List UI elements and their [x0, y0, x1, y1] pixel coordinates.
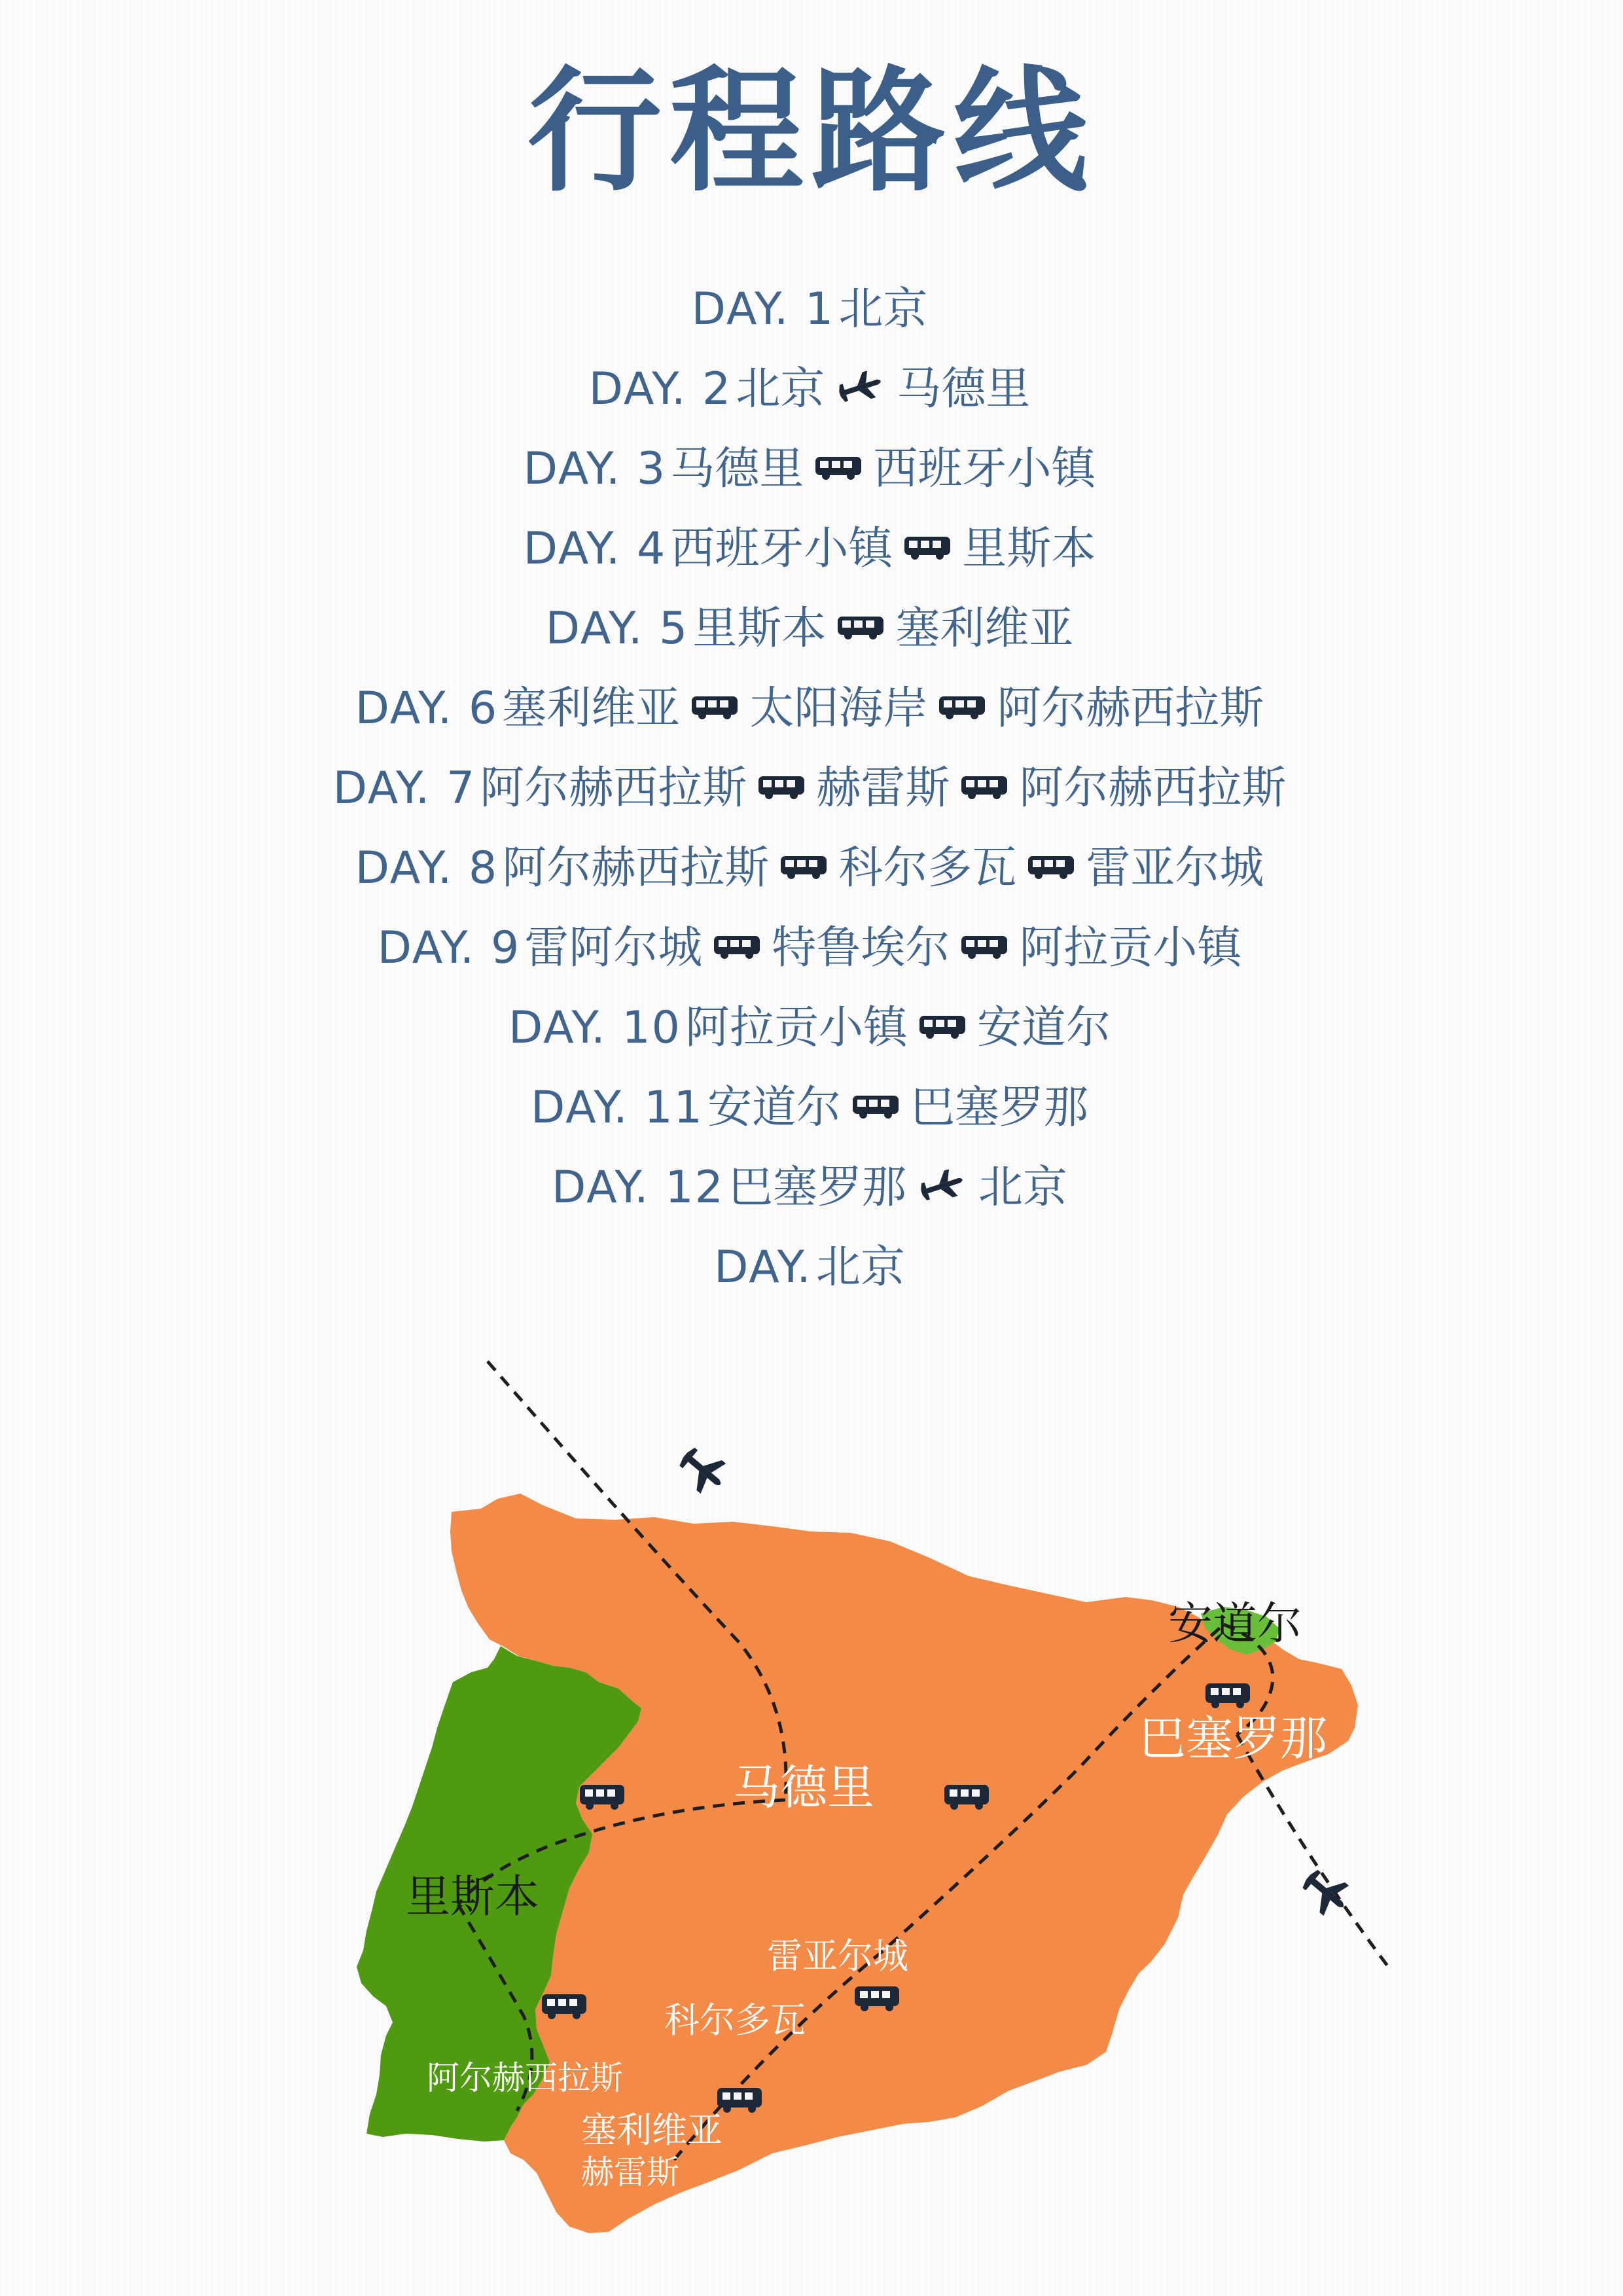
itinerary-stop: 阿尔赫西拉斯 — [997, 683, 1264, 734]
itinerary-stop: 阿拉贡小镇 — [685, 1002, 908, 1054]
day-label: DAY. 4 — [523, 523, 667, 575]
itinerary-row — [0, 988, 1623, 1068]
bus-icon — [836, 614, 885, 640]
route-map — [0, 1342, 1623, 2296]
itinerary-stop: 阿尔赫西拉斯 — [1019, 762, 1287, 814]
iberia-map — [0, 1342, 1623, 2296]
bus-icon — [690, 694, 739, 720]
bus-icon — [851, 1093, 900, 1119]
itinerary-stop: 马德里 — [670, 443, 804, 495]
itinerary-stop: 太阳海岸 — [749, 683, 928, 734]
itinerary-row — [0, 669, 1623, 749]
itinerary-stop: 马德里 — [897, 363, 1031, 415]
bus-icon — [918, 1013, 967, 1039]
plane-icon — [673, 1440, 733, 1499]
day-label: DAY. 12 — [552, 1162, 724, 1213]
page-title: 行程路线 — [527, 54, 1096, 210]
itinerary-stop: 巴塞罗那 — [910, 1082, 1088, 1134]
itinerary-row — [0, 1228, 1623, 1308]
itinerary-stop: 雷亚尔城 — [1086, 842, 1264, 894]
map-label-lisbon: 里斯本 — [406, 1871, 540, 1923]
itinerary-row — [0, 589, 1623, 669]
itinerary-stop: 安道尔 — [976, 1002, 1111, 1054]
itinerary-stop: 特鲁埃尔 — [772, 922, 950, 974]
day-label: DAY. 2 — [588, 363, 732, 415]
itinerary-stop: 北京 — [838, 283, 928, 335]
itinerary-stop: 科尔多瓦 — [838, 842, 1017, 894]
itinerary-stop: 安道尔 — [707, 1082, 841, 1134]
itinerary-stop: 塞利维亚 — [895, 603, 1074, 655]
itinerary-stop: 西班牙小镇 — [670, 523, 893, 575]
day-label: DAY. 10 — [508, 1002, 681, 1054]
day-label: DAY. — [714, 1242, 812, 1293]
map-label-andorra: 安道尔 — [1168, 1598, 1302, 1650]
bus-icon — [1027, 853, 1075, 880]
itinerary-stop: 西班牙小镇 — [873, 443, 1096, 495]
itinerary-stop: 北京 — [736, 363, 825, 415]
day-label: DAY. 11 — [531, 1082, 704, 1134]
bus-icon — [713, 933, 761, 960]
plane-icon — [835, 371, 886, 404]
day-label: DAY. 8 — [355, 842, 499, 894]
itinerary-stop: 北京 — [815, 1242, 905, 1293]
itinerary-row — [0, 749, 1623, 829]
itinerary-row — [0, 350, 1623, 429]
day-label: DAY. 7 — [332, 762, 476, 814]
plane-icon — [917, 1170, 968, 1202]
itinerary-stop: 阿拉贡小镇 — [1019, 922, 1242, 974]
day-label: DAY. 1 — [691, 283, 835, 335]
itinerary-stop: 阿尔赫西拉斯 — [480, 762, 747, 814]
day-label: DAY. 5 — [545, 603, 689, 655]
itinerary-row — [0, 908, 1623, 988]
itinerary-stop: 雷阿尔城 — [524, 922, 703, 974]
itinerary-list — [0, 270, 1623, 1308]
day-label: DAY. 6 — [355, 683, 499, 734]
map-label-barcelona: 巴塞罗那 — [1139, 1711, 1328, 1766]
day-label: DAY. 9 — [377, 922, 521, 974]
map-label-cordoba: 科尔多瓦 — [664, 2000, 806, 2041]
itinerary-row — [0, 509, 1623, 589]
itinerary-row — [0, 1148, 1623, 1228]
itinerary-row — [0, 429, 1623, 509]
itinerary-stop: 里斯本 — [962, 523, 1096, 575]
day-label: DAY. 3 — [523, 443, 667, 495]
map-label-jerez: 赫雷斯 — [581, 2153, 679, 2191]
map-label-algeciras: 阿尔赫西拉斯 — [427, 2059, 623, 2097]
itinerary-row — [0, 270, 1623, 350]
itinerary-row — [0, 1068, 1623, 1148]
itinerary-stop: 赫雷斯 — [816, 762, 950, 814]
itinerary-stop: 巴塞罗那 — [728, 1162, 906, 1213]
bus-icon — [814, 454, 863, 480]
bus-icon — [779, 853, 828, 880]
itinerary-stop: 阿尔赫西拉斯 — [502, 842, 770, 894]
bus-icon — [960, 774, 1008, 800]
bus-icon — [960, 933, 1008, 960]
plane-icon — [1296, 1862, 1356, 1922]
map-label-sevilla: 塞利维亚 — [581, 2109, 722, 2151]
bus-icon — [903, 534, 952, 560]
itinerary-row — [0, 829, 1623, 908]
itinerary-stop: 塞利维亚 — [502, 683, 681, 734]
map-label-madrid: 马德里 — [733, 1760, 875, 1815]
bus-icon — [757, 774, 806, 800]
map-label-ciudad-real: 雷亚尔城 — [767, 1935, 908, 1977]
itinerary-stop: 北京 — [978, 1162, 1067, 1213]
itinerary-stop: 里斯本 — [692, 603, 827, 655]
bus-icon — [938, 694, 986, 720]
